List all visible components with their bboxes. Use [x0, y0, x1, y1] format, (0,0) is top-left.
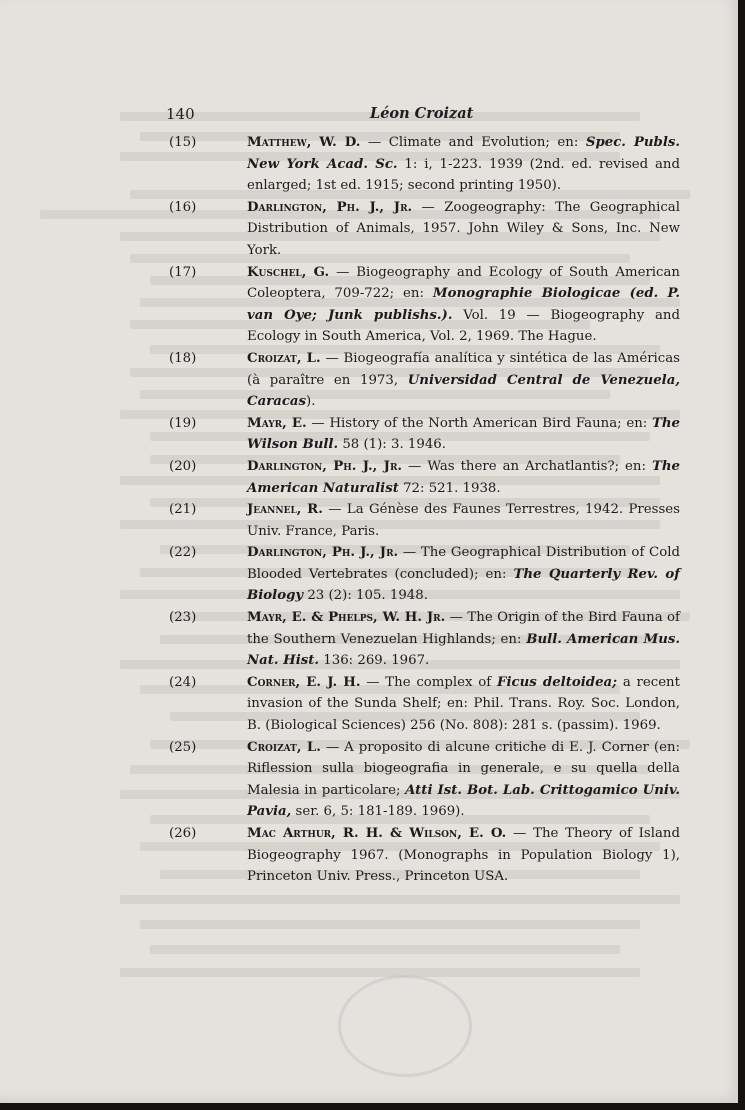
reference-entry: [166, 348, 680, 413]
reference-details: 58 (1): 3. 1946.: [338, 437, 446, 453]
reference-number: (24): [169, 674, 197, 690]
reference-text: [247, 348, 680, 413]
reference-details: Vol. 19 — Biogeography and Ecology in South America, Vol. 2, 1969. The Hague.: [247, 307, 680, 345]
reference-title: — The Theory of Island Biogeography 1967. (Monographs in Population Biology 1), Princeton Univ. Press., Princeton USA.: [247, 826, 681, 885]
reference-entry: [166, 132, 680, 197]
reference-number: (20): [169, 458, 197, 474]
reference-author: Jeannel, R.: [247, 502, 323, 518]
page-number: 140: [166, 105, 195, 123]
reference-details: 1: i, 1-223. 1939 (2nd. ed. revised and enlarged; 1st ed. 1915; second printing 1950).: [247, 156, 681, 194]
reference-entry: [166, 823, 680, 888]
reference-number: (18): [169, 350, 197, 366]
reference-journal: Atti Ist. Bot. Lab. Crittogamico Univ. Pavia,: [247, 782, 680, 820]
reference-title: — The Origin of the Bird Fauna of the Southern Venezuelan Highlands; en:: [247, 610, 680, 647]
reference-journal: Ficus deltoidea;: [497, 674, 618, 690]
running-title: Léon Croizat: [370, 105, 474, 122]
reference-number: (21): [169, 502, 197, 518]
reference-author: Mayr, E. & Phelps, W. H. Jr.: [247, 610, 446, 626]
reference-entry: [166, 607, 680, 672]
reference-author: Mayr, E.: [247, 415, 307, 431]
reference-text: [247, 456, 680, 499]
reference-text: [247, 823, 680, 888]
reference-author: Mac Arthur, R. H. & Wilson, E. O.: [247, 826, 507, 841]
reference-entry: [166, 499, 680, 542]
reference-author: Darlington, Ph. J., Jr.: [247, 545, 399, 561]
reference-author: Matthew, W. D.: [247, 135, 361, 150]
reference-title: — Climate and Evolution; en:: [360, 135, 586, 150]
library-stamp-faint: [338, 975, 472, 1077]
reference-author: Croizat, L.: [247, 739, 321, 755]
reference-text: [247, 737, 680, 823]
reference-number: (15): [169, 135, 197, 150]
reference-text: [247, 413, 680, 456]
reference-journal: The Quarterly Rev. of Biology: [247, 566, 680, 604]
reference-entry: [166, 456, 680, 499]
reference-entry: [166, 672, 680, 737]
reference-text: [247, 499, 680, 542]
reference-details: ser. 6, 5: 181-189. 1969).: [291, 804, 465, 820]
bleed-line: [120, 895, 680, 904]
reference-title: — History of the North American Bird Fauna; en:: [306, 415, 652, 431]
page-header: [166, 103, 680, 127]
reference-author: Kuschel, G.: [247, 264, 330, 280]
reference-details: 136: 269. 1967.: [319, 653, 430, 669]
reference-text: [247, 607, 680, 672]
reference-details: ).: [306, 394, 316, 410]
reference-number: (17): [169, 264, 197, 280]
reference-entry: [166, 197, 680, 262]
bleed-line: [120, 968, 640, 977]
reference-details: a recent invasion of the Sunda Shelf; en: Phil. Trans. Roy. Soc. London, B. (Biological Sciences) 256 (No. 808): 281 s. (passim). 1969.: [247, 674, 680, 734]
reference-author: Corner, E. J. H.: [247, 674, 361, 690]
reference-details: 23 (2): 105. 1948.: [303, 588, 428, 604]
reference-entry: [166, 737, 680, 823]
reference-text: [247, 672, 680, 737]
reference-author: Darlington, Ph. J., Jr.: [247, 458, 403, 474]
reference-entry: [166, 413, 680, 456]
reference-journal: The American Naturalist: [247, 458, 680, 496]
reference-number: (25): [169, 739, 197, 755]
reference-title: — Was there an Archatlantis?; en:: [402, 458, 652, 474]
reference-journal: Spec. Publs. New York Acad. Sc.: [247, 135, 680, 172]
reference-number: (16): [169, 199, 197, 215]
reference-number: (23): [169, 610, 197, 626]
reference-details: 72: 521. 1938.: [398, 480, 501, 496]
reference-title: — Zoogeography: The Geographical Distribution of Animals, 1957. John Wiley & Sons, Inc. New York.: [247, 199, 680, 258]
reference-author: Croizat, L.: [247, 350, 321, 366]
bleed-line: [150, 945, 620, 954]
reference-text: [247, 542, 680, 607]
reference-text: [247, 262, 680, 348]
reference-text: [247, 132, 680, 197]
reference-title: — La Génèse des Faunes Terrestres, 1942. Presses Univ. France, Paris.: [247, 502, 680, 539]
reference-entry: [166, 542, 680, 607]
reference-title: — The complex of: [360, 674, 497, 690]
reference-number: (26): [169, 826, 197, 841]
reference-text: [247, 197, 680, 262]
reference-title: — Biogeography and Ecology of South American Coleoptera, 709-722; en:: [247, 264, 680, 302]
reference-title: — Biogeografía analítica y sintética de las Américas (à paraître en 1973,: [247, 350, 681, 388]
reference-journal: Universidad Central de Venezuela, Caracas: [247, 372, 680, 410]
reference-journal: Bull. American Mus. Nat. Hist.: [247, 631, 681, 669]
reference-entry: [166, 262, 680, 348]
reference-title: — The Geographical Distribution of Cold Blooded Vertebrates (concluded); en:: [247, 545, 680, 582]
reference-number: (22): [169, 545, 197, 561]
reference-journal: Monographie Biologicae (ed. P. van Oye; Junk publishs.).: [247, 286, 680, 323]
reference-list: [166, 132, 680, 888]
reference-author: Darlington, Ph. J., Jr.: [247, 199, 413, 215]
reference-title: — A proposito di alcune critiche di E. J. Corner (en: Riflession sulla biogeografia in generale, e su quella della Malesia in particolare;: [247, 739, 681, 798]
reference-number: (19): [169, 415, 197, 431]
bleed-line: [140, 920, 640, 929]
reference-journal: The Wilson Bull.: [247, 415, 680, 453]
